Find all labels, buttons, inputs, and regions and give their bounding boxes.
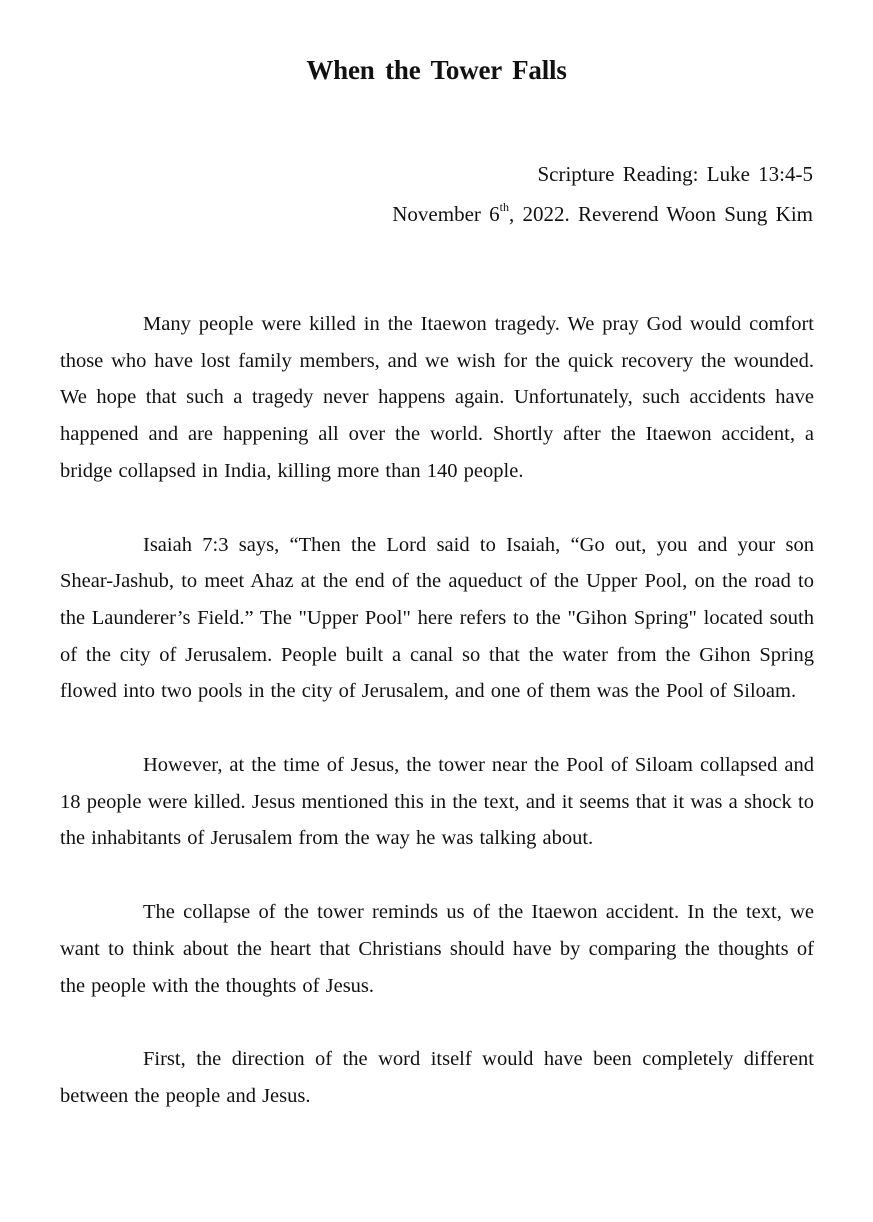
- paragraph: First, the direction of the word itself would have been completely different between the people and Jesus.: [60, 1048, 814, 1107]
- paragraph: Isaiah 7:3 says, “Then the Lord said to Isaiah, “Go out, you and your son Shear-Jashub, to meet Ahaz at the end of the aqueduct of the Upper Pool, on the road to the Launderer’s Field.” The "Upper Pool" here refers to the "Gihon Spring" located south of the city of Jerusalem. People built a canal so that the water from the Gihon Spring flowed into two pools in the city of Jerusalem, and one of them was the Pool of Siloam.: [60, 533, 814, 703]
- date-prefix: November 6: [392, 202, 500, 226]
- date-author-line: [392, 194, 813, 234]
- sermon-meta: [392, 154, 813, 234]
- sermon-body: [60, 306, 814, 1152]
- paragraph: The collapse of the tower reminds us of the Itaewon accident. In the text, we want to think about the heart that Christians should have by comparing the thoughts of the people with the thoughts of Jesus.: [60, 901, 814, 997]
- date-suffix: , 2022. Reverend Woon Sung Kim: [509, 202, 813, 226]
- paragraph: Many people were killed in the Itaewon tragedy. We pray God would comfort those who have lost family members, and we wish for the quick recovery the wounded. We hope that such a tragedy never happens again. Unfortunately, such accidents have happened and are happening all over the world. Shortly after the Itaewon accident, a bridge collapsed in India, killing more than 140 people.: [60, 313, 814, 482]
- scripture-reading: Scripture Reading: Luke 13:4-5: [537, 162, 813, 186]
- paragraph: However, at the time of Jesus, the tower near the Pool of Siloam collapsed and 18 people were killed. Jesus mentioned this in the text, and it seems that it was a shock to the inhabitants of Jerusalem from the way he was talking about.: [60, 754, 814, 850]
- date-superscript: th: [499, 200, 509, 214]
- page-title: When the Tower Falls: [306, 55, 567, 85]
